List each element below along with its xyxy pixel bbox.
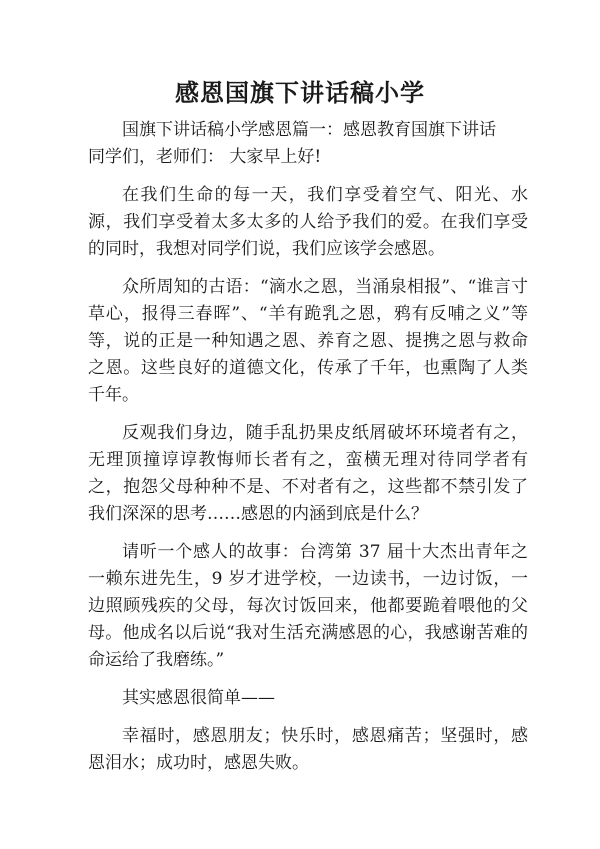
paragraph: 众所周知的古语：“滴水之恩，当涌泉相报”、“谁言寸草心，报得三春晖”、“羊有跪乳之恩，鸦有反哺之义”等等，说的正是一种知遇之恩、养育之恩、提携之恩与救命之恩。这些良好的道德文化，传承了千年，也熏陶了人类千年。 <box>88 277 528 405</box>
paragraph: 在我们生命的每一天，我们享受着空气、阳光、水源，我们享受着太多太多的人给予我们的爱。在我们享受的同时，我想对同学们说，我们应该学会感恩。 <box>88 185 528 259</box>
paragraph-greeting: 同学们，老师们： 大家早上好! <box>88 147 322 167</box>
paragraph: 反观我们身边，随手乱扔果皮纸屑破坏环境者有之，无理顶撞谆谆教悔师长者有之，蛮横无理对待同学者有之，抱怨父母种种不是、不对者有之，这些都不禁引发了我们深深的思考……感恩的内涵到底是什么？ <box>88 423 528 524</box>
document-title: 感恩国旗下讲话稿小学 <box>175 79 425 107</box>
paragraph: 请听一个感人的故事：台湾第 37 届十大杰出青年之一赖东进先生，9 岁才进学校，一边读书，一边讨饭，一边照顾残疾的父母，每次讨饭回来，他都要跪着喂他的父母。他成名以后说“我对生活充满感恩的心，我感谢苦难的命运给了我磨练。” <box>88 542 528 670</box>
document-body <box>88 117 528 788</box>
paragraph: 幸福时，感恩朋友；快乐时，感恩痛苦；坚强时，感恩泪水；成功时，感恩失败。 <box>88 726 528 773</box>
paragraph: 其实感恩很简单—— <box>122 688 275 708</box>
paragraph-heading-line: 国旗下讲话稿小学感恩篇一：感恩教育国旗下讲话 <box>122 120 496 140</box>
